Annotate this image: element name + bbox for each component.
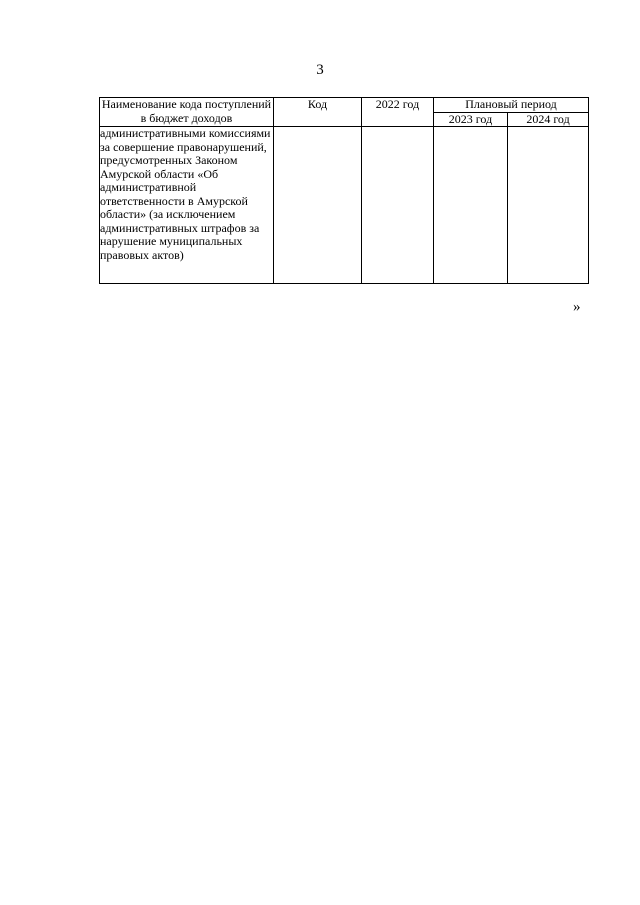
header-year-2022: 2022 год bbox=[362, 98, 434, 127]
row-name-cell: административными комиссиями за совершение правонарушений, предусмотренных Законом Амурской области «Об административной ответственности в Амурской области» (за исключением административных штрафов за нарушение муниципальных правовых актов) bbox=[100, 127, 274, 284]
header-name: Наименование кода поступлений в бюджет доходов bbox=[100, 98, 274, 127]
table-row bbox=[100, 127, 589, 284]
table-header-row bbox=[100, 98, 589, 113]
budget-revenue-table bbox=[99, 97, 589, 284]
header-planned-period: Плановый период bbox=[434, 98, 589, 113]
closing-quote: » bbox=[573, 299, 581, 315]
row-2022-cell bbox=[362, 127, 434, 284]
header-year-2023: 2023 год bbox=[434, 112, 508, 127]
header-code: Код bbox=[274, 98, 362, 127]
header-year-2024: 2024 год bbox=[508, 112, 589, 127]
row-2024-cell bbox=[508, 127, 589, 284]
row-2023-cell bbox=[434, 127, 508, 284]
row-code-cell bbox=[274, 127, 362, 284]
page-number: 3 bbox=[316, 62, 324, 78]
